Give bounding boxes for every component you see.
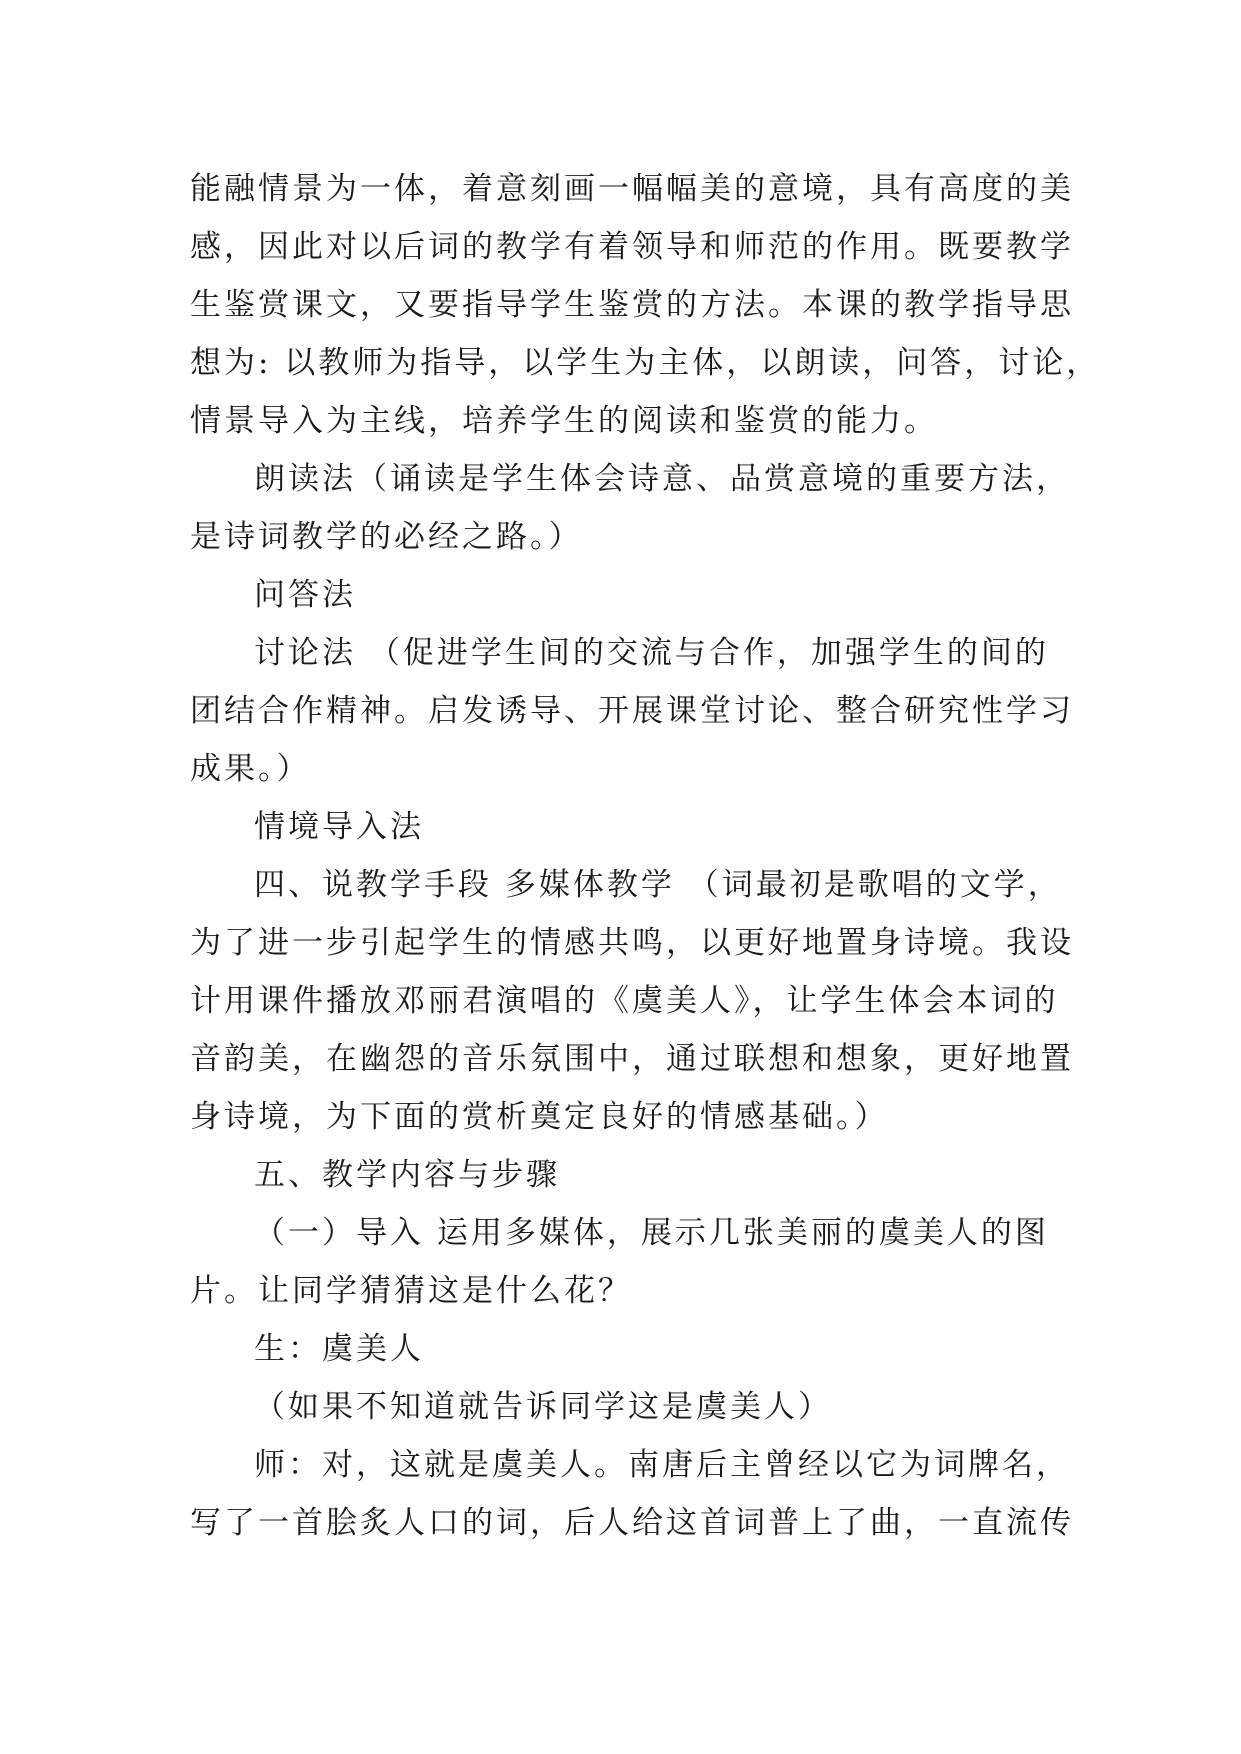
text-line: 身诗境，为下面的赏析奠定良好的情感基础。） [190, 1099, 889, 1135]
text-line: （一）导入 运用多媒体，展示几张美丽的虞美人的图 [254, 1215, 1049, 1251]
text-line: 团结合作精神。启发诱导、开展课堂讨论、整合研究性学习 [190, 693, 1074, 729]
text-line: 写了一首脍炙人口的词，后人给这首词普上了曲，一直流传 [190, 1505, 1074, 1541]
text-line: （如果不知道就告诉同学这是虞美人） [254, 1389, 832, 1425]
text-line: 讨论法 （促进学生间的交流与合作，加强学生的间的 [254, 635, 1049, 671]
text-line: 成果。） [190, 751, 311, 787]
paragraph [190, 798, 1070, 856]
text-line: 能融情景为一体，着意刻画一幅幅美的意境，具有高度的美 [190, 171, 1074, 207]
paragraph [190, 856, 1074, 1146]
section-heading: 五、教学内容与步骤 [254, 1157, 560, 1193]
text-line: 生：虞美人 [254, 1331, 424, 1367]
text-line: 片。让同学猜猜这是什么花？ [190, 1273, 632, 1309]
paragraph [190, 624, 1074, 798]
text-line: 情景导入为主线，培养学生的阅读和鉴赏的能力。 [190, 403, 938, 439]
text-line: 是诗词教学的必经之路。） [190, 519, 583, 555]
paragraph [190, 1436, 1074, 1552]
paragraph [190, 1378, 1070, 1436]
text-line: 感，因此对以后词的教学有着领导和师范的作用。既要教学 [190, 229, 1074, 265]
text-line: 生鉴赏课文，又要指导学生鉴赏的方法。本课的教学指导思 [190, 287, 1074, 323]
paragraph [190, 566, 1070, 624]
paragraph [190, 1320, 1070, 1378]
text-line: 四、说教学手段 多媒体教学 （词最初是歌唱的文学， [254, 867, 1062, 903]
paragraph [190, 1146, 1070, 1204]
text-line: 音韵美，在幽怨的音乐氛围中，通过联想和想象，更好地置 [190, 1041, 1074, 1077]
paragraph [190, 160, 1101, 450]
text-line: 问答法 [254, 577, 356, 613]
text-line: 计用课件播放邓丽君演唱的《虞美人》，让学生体会本词的 [190, 983, 1059, 1019]
document-body [190, 160, 1101, 1552]
text-line: 朗读法（诵读是学生体会诗意、品赏意境的重要方法， [254, 461, 1070, 497]
paragraph [190, 1204, 1070, 1320]
paragraph [190, 450, 1070, 566]
text-line: 想为: 以教师为指导，以学生为主体，以朗读，问答，讨论， [190, 345, 1101, 381]
text-line: 为了进一步引起学生的情感共鸣，以更好地置身诗境。我设 [190, 925, 1074, 961]
text-line: 情境导入法 [254, 809, 424, 845]
text-line: 师：对，这就是虞美人。南唐后主曾经以它为词牌名， [254, 1447, 1070, 1483]
